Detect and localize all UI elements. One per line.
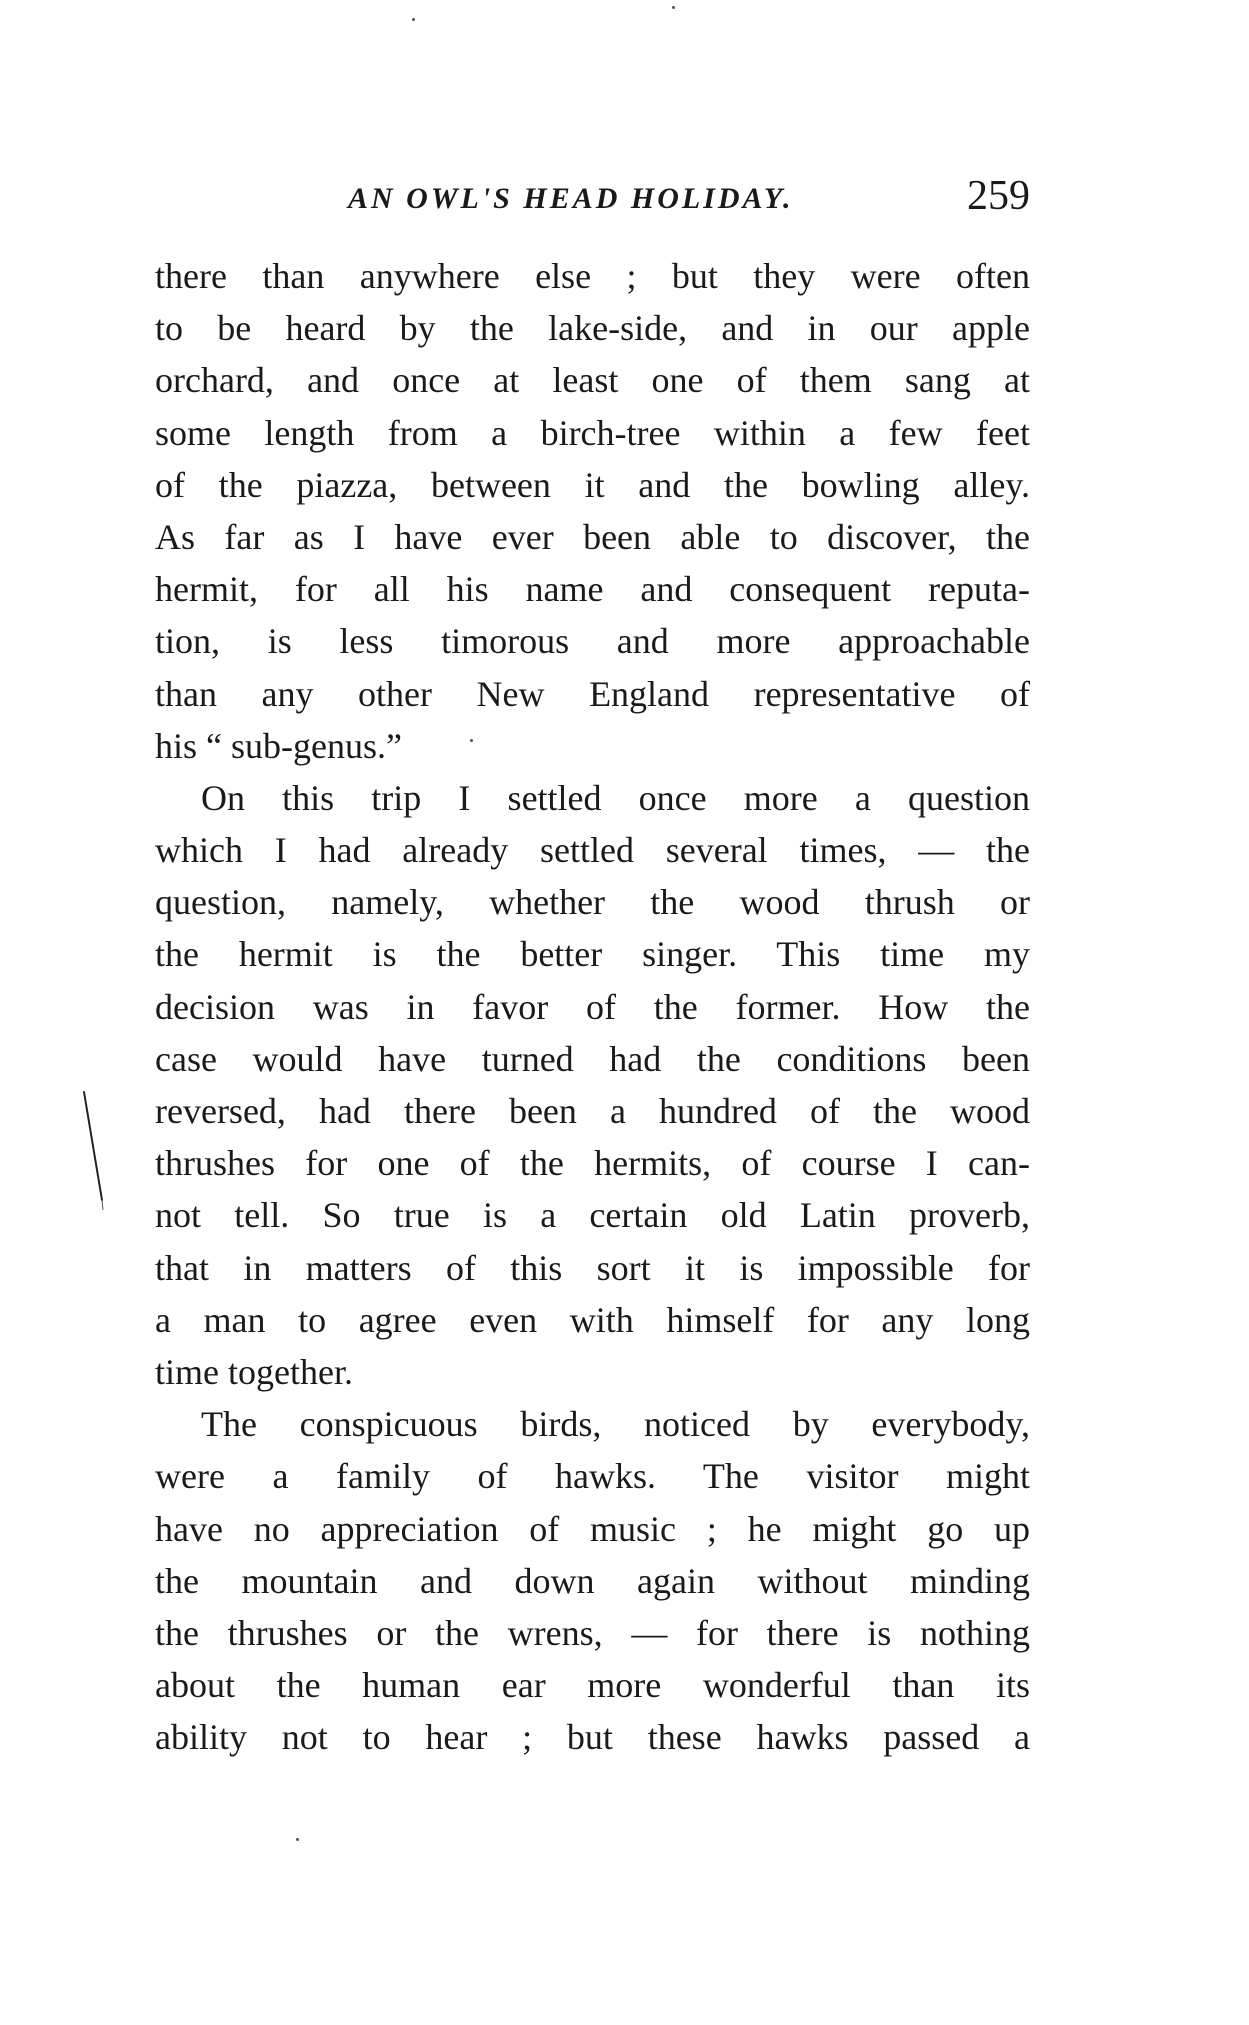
text-line: hermit, for all his name and consequent reputa- bbox=[155, 569, 1030, 610]
page-number: 259 bbox=[967, 173, 1030, 219]
page-speck bbox=[412, 18, 415, 21]
text-line: orchard, and once at least one of them sang at bbox=[155, 360, 1030, 401]
pencil-margin-mark bbox=[82, 1090, 112, 1220]
text-line: tion, is less timorous and more approachable bbox=[155, 621, 1030, 662]
running-head: AN OWL'S HEAD HOLIDAY. bbox=[348, 182, 794, 215]
text-line: a man to agree even with himself for any long bbox=[155, 1299, 1030, 1340]
text-line: case would have turned had the conditions been bbox=[155, 1038, 1030, 1079]
text-line: the hermit is the better singer. This time my bbox=[155, 934, 1030, 975]
text-line: the thrushes or the wrens, — for there is nothing bbox=[155, 1612, 1030, 1653]
page-speck bbox=[470, 739, 473, 742]
text-line: On this trip I settled once more a question bbox=[201, 777, 1030, 818]
text-line: to be heard by the lake-side, and in our apple bbox=[155, 308, 1030, 349]
text-line: question, namely, whether the wood thrush or bbox=[155, 882, 1030, 923]
text-line: The conspicuous birds, noticed by everybody, bbox=[201, 1404, 1030, 1445]
page-header bbox=[150, 172, 1030, 224]
text-line: were a family of hawks. The visitor might bbox=[155, 1456, 1030, 1497]
text-line: his “ sub-genus.” bbox=[155, 725, 402, 766]
text-line: ability not to hear ; but these hawks passed a bbox=[155, 1717, 1030, 1758]
text-line: have no appreciation of music ; he might go up bbox=[155, 1508, 1030, 1549]
text-line: the mountain and down again without minding bbox=[155, 1560, 1030, 1601]
text-line: about the human ear more wonderful than its bbox=[155, 1665, 1030, 1706]
text-line: thrushes for one of the hermits, of course I can- bbox=[155, 1143, 1030, 1184]
text-line: time together. bbox=[155, 1351, 353, 1392]
body-text bbox=[155, 250, 1030, 1763]
text-line: not tell. So true is a certain old Latin proverb, bbox=[155, 1195, 1030, 1236]
text-line: As far as I have ever been able to discover, the bbox=[155, 516, 1030, 557]
text-line: than any other New England representative of bbox=[155, 673, 1030, 714]
text-line: of the piazza, between it and the bowling alley. bbox=[155, 464, 1030, 505]
text-line: which I had already settled several times, — the bbox=[155, 830, 1030, 871]
text-line: there than anywhere else ; but they were often bbox=[155, 256, 1030, 296]
text-line: decision was in favor of the former. How the bbox=[155, 986, 1030, 1027]
page-speck bbox=[296, 1838, 299, 1841]
page-speck bbox=[672, 6, 675, 9]
text-line: that in matters of this sort it is impossible for bbox=[155, 1247, 1030, 1288]
text-line: some length from a birch-tree within a few feet bbox=[155, 412, 1030, 453]
text-line: reversed, had there been a hundred of the wood bbox=[155, 1091, 1030, 1131]
